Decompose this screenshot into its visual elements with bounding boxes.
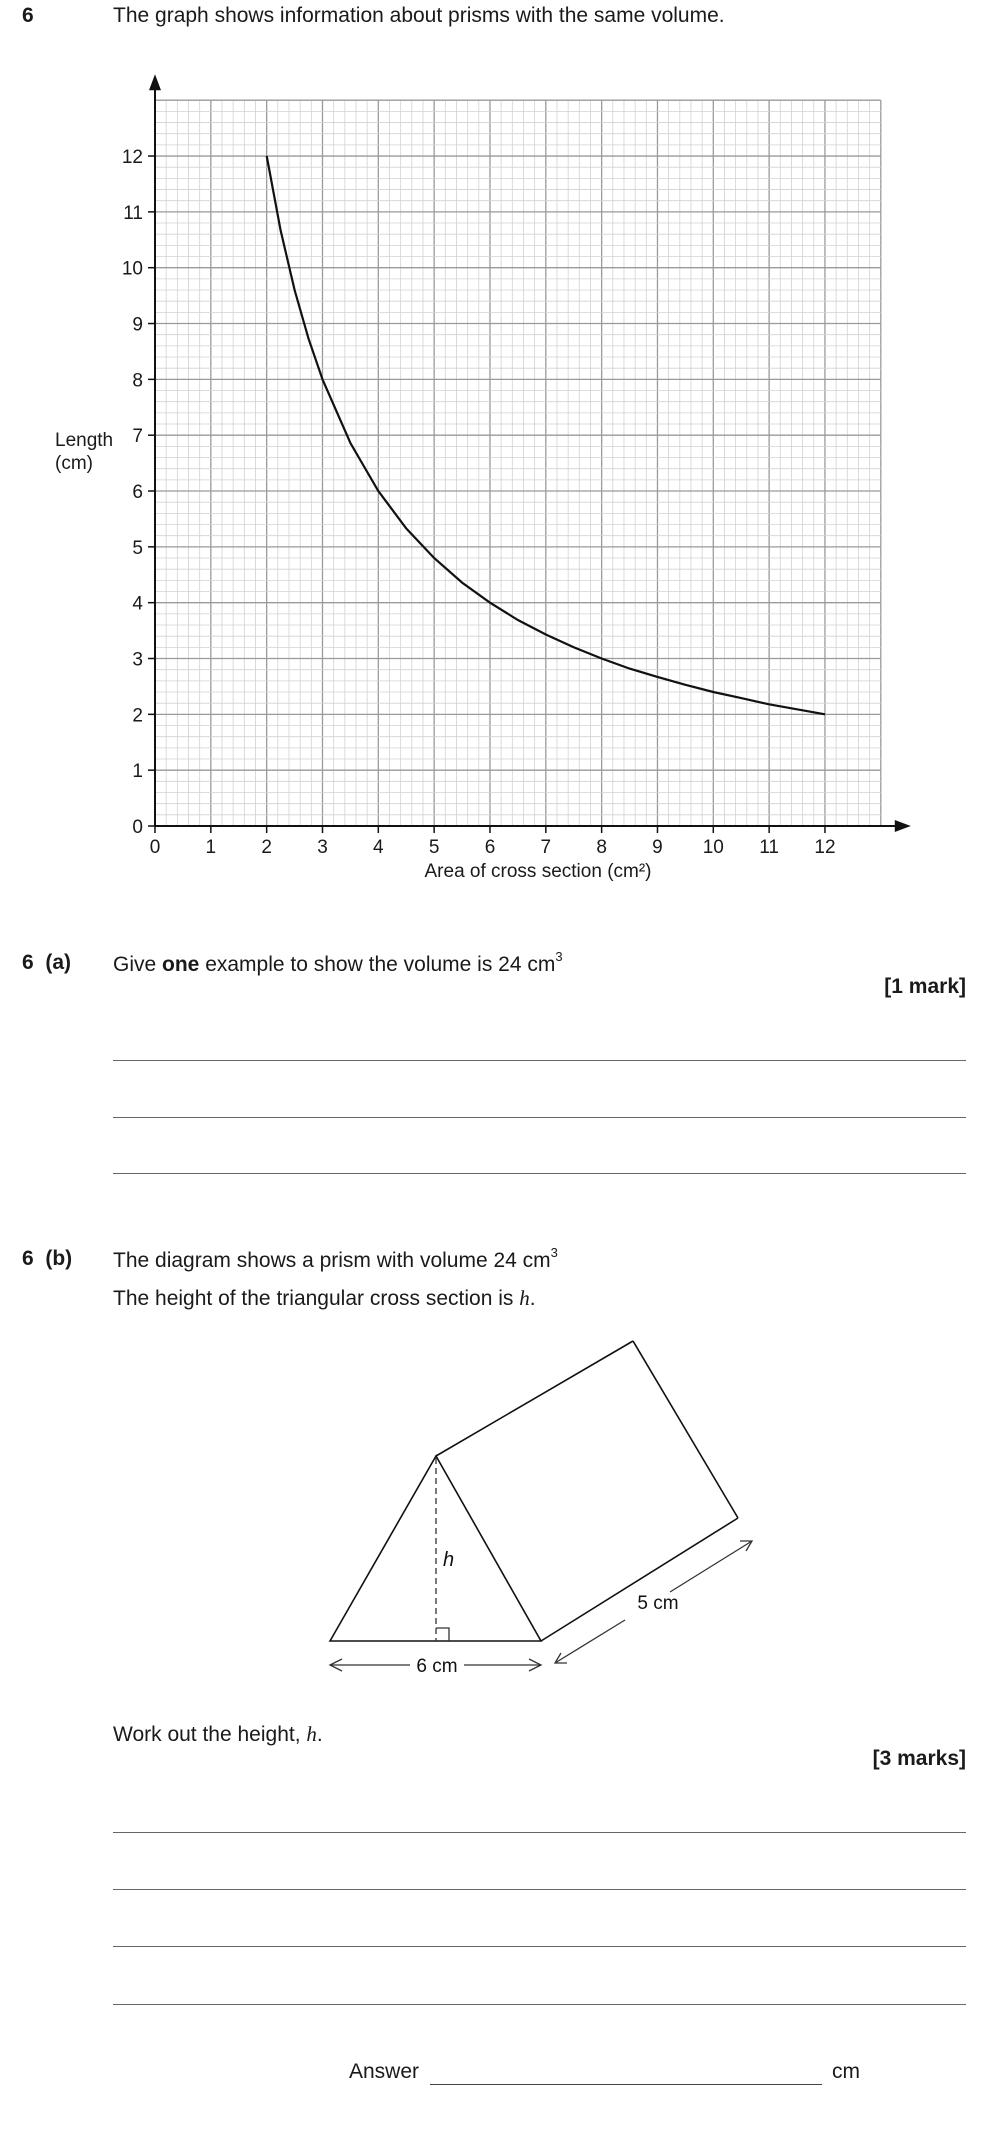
part-b-work-var: h [306,1722,317,1746]
y-tick-label: 4 [132,593,143,615]
prism-diagram [0,1320,984,1680]
part-b-line1 [113,1247,558,1273]
y-tick-label: 8 [132,370,143,392]
part-b-line2-var: h [519,1286,530,1310]
x-axis-arrowhead [895,820,911,832]
part-a-text-before: Give [113,953,163,976]
prism-back-slope-edge [633,1341,738,1518]
part-a-label: 6 (a) [22,951,72,974]
y-tick-label: 6 [132,482,143,504]
graph-grid [155,100,881,826]
length-dim-label: 5 cm [637,1593,679,1614]
base-dim-label: 6 cm [416,1656,458,1677]
part-b-line2-prefix: The height of the triangular cross section is [113,1287,520,1310]
part-a-answer-line-1[interactable] [113,1060,966,1061]
part-b-answer-line-4[interactable] [113,2004,966,2005]
y-axis-arrowhead [149,74,161,90]
x-tick-label: 11 [759,837,779,858]
answer-label: Answer [349,2060,420,2083]
y-tick-label: 2 [132,705,143,727]
part-b-answer-line-3[interactable] [113,1946,966,1947]
x-tick-label: 5 [428,837,440,858]
y-tick-label: 7 [132,426,143,448]
x-tick-label: 7 [540,837,552,858]
part-b-label: 6 (b) [22,1247,73,1270]
part-b-work-out [113,1722,323,1747]
part-a-text-after: example to show the volume is 24 cm [199,953,556,976]
graph-axes [149,74,911,832]
part-b-answer-line-1[interactable] [113,1832,966,1833]
y-axis-label-line2: (cm) [55,453,93,474]
y-tick-label: 12 [121,147,143,169]
x-axis-label: Area of cross section (cm²) [424,861,652,882]
question-intro: The graph shows information about prisms with the same volume. [113,4,725,27]
height-label: h [443,1549,455,1571]
x-tick-label: 1 [205,837,217,858]
answer-unit: cm [832,2060,860,2083]
part-a-sup: 3 [555,949,563,964]
question-number: 6 [22,4,34,27]
length-dim-line-upper [670,1541,752,1592]
part-a-answer-line-3[interactable] [113,1173,966,1174]
part-b-line1-sup: 3 [550,1245,558,1260]
x-tick-label: 0 [149,837,161,858]
part-b-work-suffix: . [316,1723,323,1746]
part-b-answer-line-2[interactable] [113,1889,966,1890]
part-b-work-prefix: Work out the height, [113,1723,307,1746]
prism-bottom-edge [541,1518,738,1641]
part-a-text-bold: one [162,953,200,976]
x-tick-label: 10 [702,837,724,858]
y-tick-label: 9 [132,314,143,336]
part-a-answer-line-2[interactable] [113,1117,966,1118]
x-tick-label: 8 [596,837,607,858]
y-tick-label: 5 [132,537,143,559]
x-tick-label: 12 [814,837,836,858]
x-tick-label: 2 [261,837,272,858]
x-tick-label: 4 [373,837,384,858]
prism-graph [0,0,984,900]
prism-top-edge [436,1341,633,1456]
x-tick-label: 9 [652,837,663,858]
y-tick-label: 0 [132,817,143,838]
y-axis-label-line1: Length [55,430,114,451]
y-tick-label: 1 [132,761,143,783]
part-b-marks: [3 marks] [872,1747,966,1770]
x-tick-label: 3 [317,837,328,858]
y-tick-label: 3 [132,649,143,671]
part-a-marks: [1 mark] [884,975,966,998]
answer-input-line[interactable] [430,2084,822,2085]
part-a-prompt [113,951,563,977]
part-b-line2-suffix: . [529,1287,536,1310]
y-tick-label: 11 [123,202,143,224]
right-angle-marker [436,1628,449,1641]
part-b-line2 [113,1286,536,1311]
y-tick-label: 10 [121,258,143,280]
part-b-line1-text: The diagram shows a prism with volume 24 cm [113,1249,551,1272]
x-tick-label: 6 [484,837,496,858]
